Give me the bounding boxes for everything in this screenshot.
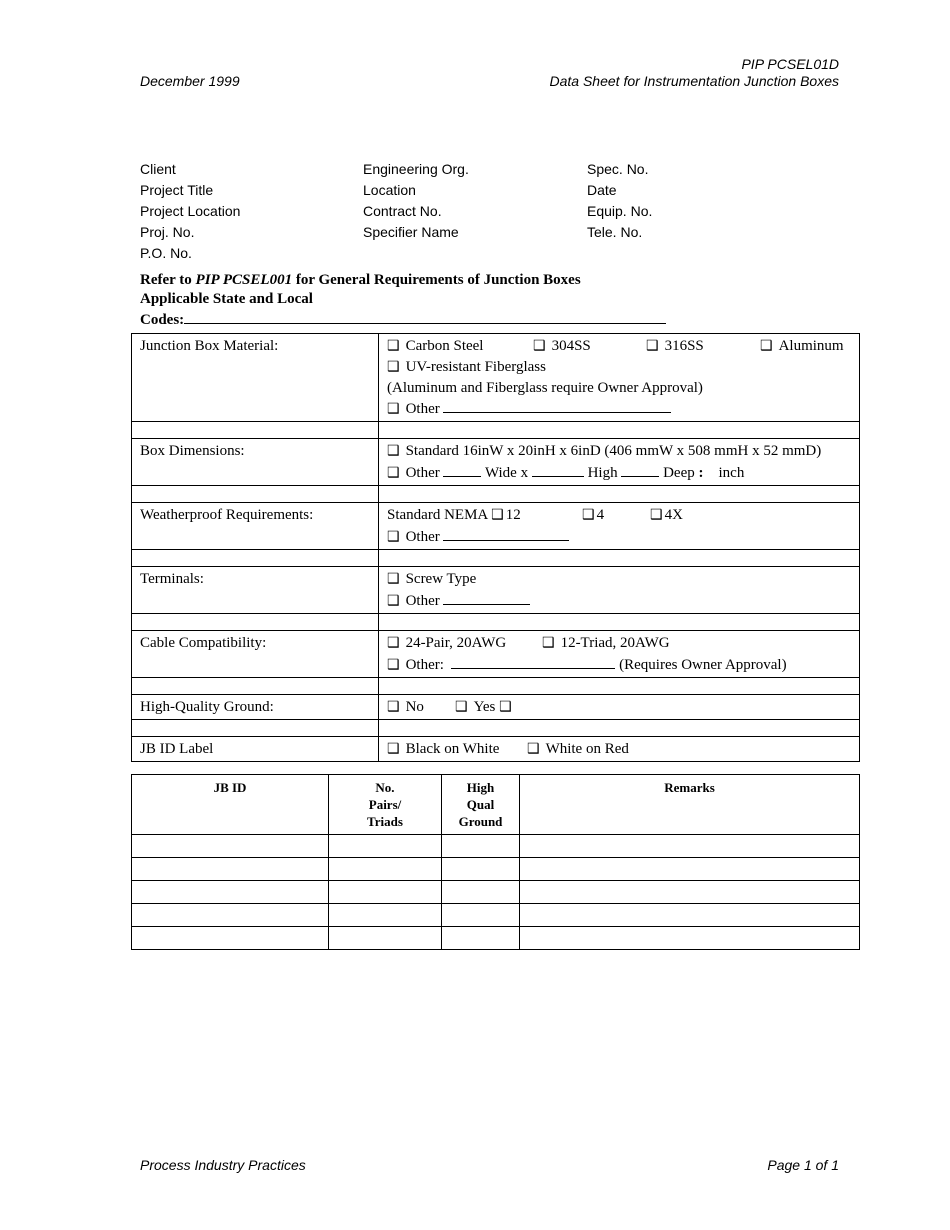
col-jb-id: JB ID [132, 775, 329, 835]
spacer-row [132, 720, 860, 737]
pairs-cell[interactable] [329, 835, 442, 858]
spec-row-material [132, 334, 860, 422]
opt-black-on-white[interactable]: ❑ Black on White [387, 739, 527, 760]
spacer-row [132, 422, 860, 439]
wide-field[interactable] [443, 462, 481, 477]
pairs-cell[interactable] [329, 858, 442, 881]
opt-ground-yes[interactable]: ❑ Yes ❑ [455, 697, 518, 718]
page-number: Page 1 of 1 [767, 1157, 839, 1173]
codes-field[interactable] [184, 309, 666, 324]
dimensions-options [379, 439, 860, 486]
opt-carbon-steel[interactable]: ❑ Carbon Steel [387, 336, 533, 357]
table-row [132, 904, 860, 927]
checkbox-icon[interactable]: ❑ [491, 508, 504, 523]
spec-row-dimensions [132, 439, 860, 486]
doc-number: PIP PCSEL01D [741, 56, 839, 72]
opt-screw-type[interactable]: ❑ Screw Type [387, 569, 851, 590]
info-specifier-name: Specifier Name [363, 224, 459, 240]
opt-terminals-other[interactable]: ❑ Other [387, 590, 851, 612]
info-po-no: P.O. No. [140, 245, 192, 261]
spec-row-ground [132, 695, 860, 720]
terminals-other-field[interactable] [443, 590, 530, 605]
cable-label: Cable Compatibility: [132, 631, 379, 678]
jb-label-label: JB ID Label [132, 737, 379, 762]
col-hq-ground: High Qual Ground [442, 775, 520, 835]
opt-weatherproof-other[interactable]: ❑ Other [387, 526, 851, 548]
remarks-cell[interactable] [520, 881, 860, 904]
ground-options [379, 695, 860, 720]
opt-ground-no[interactable]: ❑ No [387, 697, 455, 718]
doc-date: December 1999 [140, 73, 240, 89]
table-row [132, 858, 860, 881]
table-row [132, 881, 860, 904]
checkbox-icon[interactable]: ❑ [387, 444, 400, 459]
pairs-cell[interactable] [329, 927, 442, 950]
opt-12-triad[interactable]: ❑ 12-Triad, 20AWG [542, 633, 670, 654]
jb-label-options [379, 737, 860, 762]
dimensions-label: Box Dimensions: [132, 439, 379, 486]
checkbox-icon[interactable]: ❑ [650, 508, 663, 523]
info-spec-no: Spec. No. [587, 161, 649, 177]
spec-row-weatherproof [132, 503, 860, 550]
info-date: Date [587, 182, 617, 198]
checkbox-icon[interactable]: ❑ [387, 636, 400, 651]
hq-ground-cell[interactable] [442, 858, 520, 881]
info-project-location: Project Location [140, 203, 241, 219]
hq-ground-cell[interactable] [442, 927, 520, 950]
col-remarks: Remarks [520, 775, 860, 835]
opt-nema-4x[interactable]: ❑ 4X [650, 505, 683, 526]
col-pairs-triads: No. Pairs/ Triads [329, 775, 442, 835]
spacer-row [132, 678, 860, 695]
remarks-cell[interactable] [520, 858, 860, 881]
info-col-3 [587, 159, 652, 243]
info-location: Location [363, 182, 416, 198]
material-label: Junction Box Material: [132, 334, 379, 422]
material-note: (Aluminum and Fiberglass require Owner Approval) [387, 380, 703, 396]
checkbox-icon[interactable]: ❑ [542, 636, 555, 651]
table-row [132, 927, 860, 950]
spacer-row [132, 486, 860, 503]
opt-316ss[interactable]: ❑ 316SS [646, 336, 760, 357]
remarks-cell[interactable] [520, 904, 860, 927]
info-engineering-org: Engineering Org. [363, 161, 469, 177]
weatherproof-options [379, 503, 860, 550]
opt-nema-4[interactable]: ❑ 4 [582, 505, 650, 526]
checkbox-icon[interactable]: ❑ [499, 700, 512, 715]
opt-standard-dimensions[interactable]: ❑ Standard 16inW x 20inH x 6inD (406 mmW x 508 mmH x 52 mmD) [387, 441, 851, 462]
jb-id-cell[interactable] [132, 881, 329, 904]
spec-table [131, 333, 860, 762]
cable-options [379, 631, 860, 678]
pairs-cell[interactable] [329, 904, 442, 927]
doc-title: Data Sheet for Instrumentation Junction Boxes [549, 73, 839, 89]
checkbox-icon[interactable]: ❑ [387, 594, 400, 609]
opt-white-on-red[interactable]: ❑ White on Red [527, 739, 629, 760]
info-tele-no: Tele. No. [587, 224, 643, 240]
jb-header-row [132, 775, 860, 835]
opt-24-pair[interactable]: ❑ 24-Pair, 20AWG [387, 633, 542, 654]
hq-ground-cell[interactable] [442, 881, 520, 904]
info-proj-no: Proj. No. [140, 224, 195, 240]
opt-cable-other[interactable]: ❑ Other: (Requires Owner Approval) [387, 654, 851, 676]
refer-doc-link: PIP PCSEL001 [195, 272, 293, 288]
ground-label: High-Quality Ground: [132, 695, 379, 720]
table-row [132, 835, 860, 858]
pairs-cell[interactable] [329, 881, 442, 904]
high-field[interactable] [532, 462, 584, 477]
spec-row-cable [132, 631, 860, 678]
opt-dimensions-other[interactable]: ❑ Other Wide x High Deep : inch [387, 462, 851, 484]
info-col-1 [140, 159, 240, 264]
checkbox-icon[interactable]: ❑ [582, 508, 595, 523]
deep-field[interactable] [621, 462, 659, 477]
opt-304ss[interactable]: ❑ 304SS [533, 336, 646, 357]
terminals-label: Terminals: [132, 567, 379, 614]
info-equip-no: Equip. No. [587, 203, 653, 219]
jb-id-cell[interactable] [132, 927, 329, 950]
spacer-row [132, 550, 860, 567]
checkbox-icon[interactable]: ❑ [760, 339, 773, 354]
checkbox-icon[interactable]: ❑ [387, 700, 400, 715]
jb-id-table [131, 774, 860, 950]
hq-ground-cell[interactable] [442, 835, 520, 858]
terminals-options [379, 567, 860, 614]
cable-other-field[interactable] [451, 654, 615, 669]
refer-line-2: Applicable State and Local [140, 291, 313, 307]
footer-left: Process Industry Practices [140, 1157, 306, 1173]
checkbox-icon[interactable]: ❑ [387, 658, 400, 673]
jb-id-cell[interactable] [132, 858, 329, 881]
remarks-cell[interactable] [520, 835, 860, 858]
weatherproof-label: Weatherproof Requirements: [132, 503, 379, 550]
opt-material-other[interactable]: ❑ Other [387, 398, 851, 420]
spec-row-jb-label [132, 737, 860, 762]
jb-id-cell[interactable] [132, 904, 329, 927]
spacer-row [132, 614, 860, 631]
checkbox-icon[interactable]: ❑ [387, 360, 400, 375]
checkbox-icon[interactable]: ❑ [387, 530, 400, 545]
opt-aluminum[interactable]: ❑ Aluminum [760, 336, 844, 357]
checkbox-icon[interactable]: ❑ [387, 339, 400, 354]
checkbox-icon[interactable]: ❑ [387, 466, 400, 481]
jb-id-cell[interactable] [132, 835, 329, 858]
info-client: Client [140, 161, 176, 177]
info-project-title: Project Title [140, 182, 214, 198]
refer-line-1: Refer to PIP PCSEL001 for General Requirements of Junction Boxes [140, 272, 581, 288]
material-options [379, 334, 860, 422]
spec-row-terminals [132, 567, 860, 614]
material-other-field[interactable] [443, 398, 671, 413]
checkbox-icon[interactable]: ❑ [527, 742, 540, 757]
opt-fiberglass[interactable]: ❑ UV-resistant Fiberglass [387, 357, 851, 378]
refer-block [140, 271, 666, 330]
checkbox-icon[interactable]: ❑ [455, 700, 468, 715]
info-contract-no: Contract No. [363, 203, 442, 219]
refer-line-3: Codes: [140, 309, 666, 330]
remarks-cell[interactable] [520, 927, 860, 950]
info-col-2 [363, 159, 469, 243]
checkbox-icon[interactable]: ❑ [646, 339, 659, 354]
checkbox-icon[interactable]: ❑ [387, 572, 400, 587]
hq-ground-cell[interactable] [442, 904, 520, 927]
opt-nema-12[interactable]: Standard NEMA ❑ 12 [387, 505, 582, 526]
checkbox-icon[interactable]: ❑ [533, 339, 546, 354]
checkbox-icon[interactable]: ❑ [387, 742, 400, 757]
checkbox-icon[interactable]: ❑ [387, 402, 400, 417]
weatherproof-other-field[interactable] [443, 526, 569, 541]
